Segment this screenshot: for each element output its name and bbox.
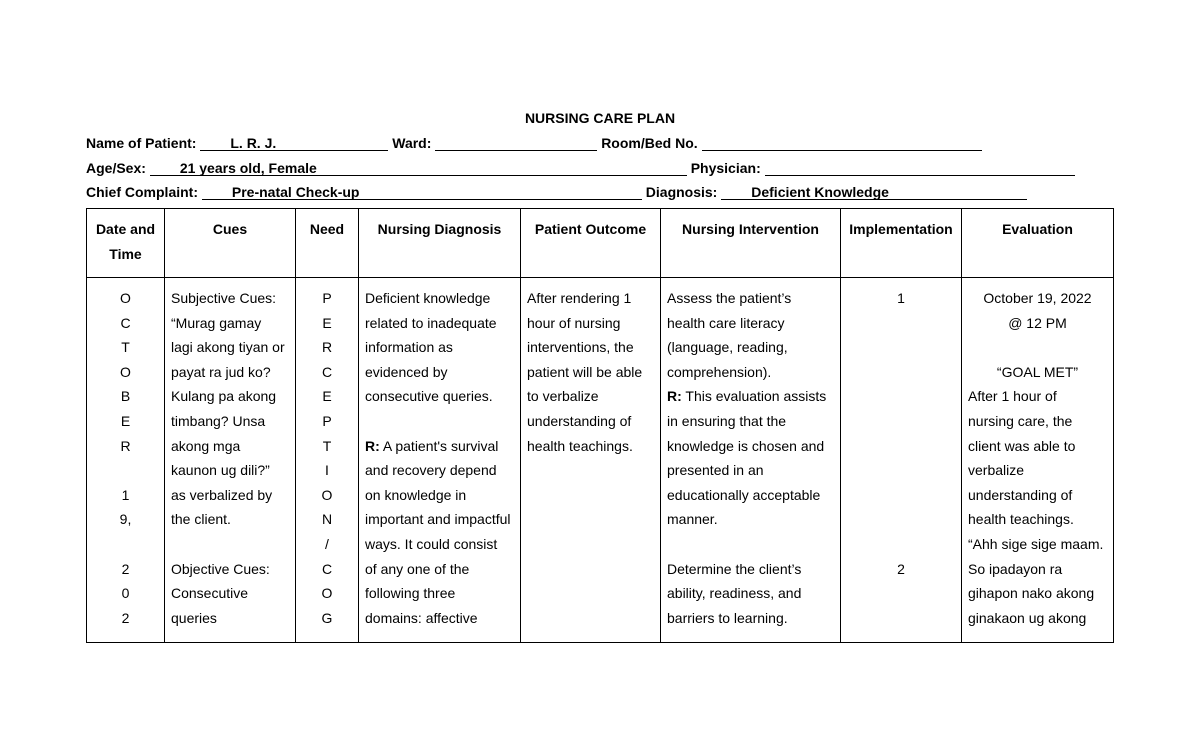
need-line: I — [325, 462, 329, 479]
complaint-label: Chief Complaint: — [86, 184, 198, 200]
diagnosis-line: evidenced by — [365, 363, 448, 380]
table-row — [87, 278, 1114, 643]
evaluation-line: After 1 hour of — [968, 388, 1057, 405]
spacer — [847, 532, 955, 557]
diagnosis-line: of any one of the — [365, 560, 470, 577]
complaint-field — [202, 184, 642, 200]
diagnosis-line: ways. It could consist — [365, 535, 498, 552]
diagnosis-line: information as — [365, 339, 453, 356]
intervention-line: (language, reading, — [667, 339, 788, 356]
cue-line: queries — [171, 609, 217, 626]
date-line: C — [120, 314, 131, 331]
name-field — [200, 135, 388, 151]
room-field — [702, 135, 982, 151]
col-header-implementation: Implementation — [841, 209, 962, 278]
complaint-value: Pre-natal Check-up — [231, 184, 360, 200]
need-line: P — [322, 290, 332, 306]
intervention-line: in ensuring that the — [667, 412, 787, 429]
spacer — [847, 507, 955, 532]
date-line — [93, 532, 158, 557]
rationale-label: R: — [667, 388, 682, 405]
evaluation-cell — [962, 278, 1114, 643]
spacer — [847, 311, 955, 336]
diagnosis-line: consecutive queries. — [365, 388, 493, 405]
need-line: R — [321, 339, 333, 356]
implementation-cell — [841, 278, 962, 643]
date-line: O — [120, 363, 131, 380]
outcome-line: health teachings. — [527, 437, 633, 454]
date-line: 9, — [119, 511, 132, 528]
table-header-row — [87, 209, 1114, 278]
care-plan-table — [86, 208, 1114, 643]
spacer — [847, 360, 955, 385]
intervention-line: presented in an — [667, 462, 764, 479]
cue-line: timbang? Unsa — [171, 412, 266, 429]
diagnosis-line: related to inadequate — [365, 314, 497, 331]
date-line: B — [120, 388, 131, 405]
diagnosis-line: important and impactful — [365, 511, 511, 528]
intervention-line: comprehension). — [667, 363, 772, 380]
spacer — [847, 483, 955, 508]
need-line: / — [325, 535, 329, 552]
date-line — [93, 458, 158, 483]
implementation-number: 1 — [897, 290, 905, 306]
rationale-text: A patient's survival — [379, 437, 499, 454]
patient-info-row — [86, 135, 982, 151]
cue-line: Consecutive — [171, 585, 249, 602]
need-line: E — [322, 314, 332, 331]
outcome-line: interventions, the — [527, 339, 634, 356]
outcome-line: to verbalize — [527, 388, 599, 405]
intervention-line: health care literacy — [667, 314, 785, 331]
diagnosis-line: following three — [365, 585, 456, 602]
spacer — [847, 335, 955, 360]
diagnosis-line: Deficient knowledge — [365, 290, 491, 306]
date-line: R — [120, 437, 131, 454]
rationale-label: R: — [365, 437, 380, 454]
diagnosis-line: and recovery depend — [365, 462, 497, 479]
evaluation-line: @ 12 PM — [1008, 314, 1067, 331]
outcome-line: After rendering 1 — [527, 290, 632, 306]
intervention-line: knowledge is chosen and — [667, 437, 825, 454]
cue-line: as verbalized by — [171, 486, 273, 503]
need-line: C — [321, 363, 333, 380]
intervention-line: manner. — [667, 511, 718, 528]
need-line: G — [321, 609, 333, 626]
diagnosis-line — [365, 409, 514, 434]
evaluation-line: client was able to — [968, 437, 1076, 454]
col-header-diagnosis: Nursing Diagnosis — [359, 209, 521, 278]
evaluation-line — [968, 335, 1107, 360]
evaluation-line: October 19, 2022 — [983, 290, 1092, 306]
date-line: 2 — [121, 560, 130, 577]
ward-field — [435, 135, 597, 151]
need-cell — [296, 278, 359, 643]
col-header-need: Need — [296, 209, 359, 278]
cues-cell — [165, 278, 296, 643]
diagnosis-line: domains: affective — [365, 609, 478, 626]
evaluation-line: So ipadayon ra — [968, 560, 1063, 577]
date-line: 2 — [121, 609, 130, 626]
evaluation-line: “GOAL MET” — [996, 363, 1079, 380]
intervention-line: barriers to learning. — [667, 609, 788, 626]
need-line: O — [321, 585, 333, 602]
cue-line — [171, 532, 289, 557]
evaluation-line: “Ahh sige sige maam. — [968, 535, 1104, 552]
evaluation-line: nursing care, the — [968, 412, 1073, 429]
need-line: N — [321, 511, 333, 528]
evaluation-line: ginakaon ug akong — [968, 609, 1087, 626]
need-line: E — [322, 388, 332, 405]
need-line: P — [322, 412, 332, 429]
room-label: Room/Bed No. — [601, 135, 698, 151]
evaluation-line: gihapon nako akong — [968, 585, 1095, 602]
physician-field — [765, 160, 1075, 176]
diagnosis-cell — [359, 278, 521, 643]
spacer — [847, 434, 955, 459]
date-line: 1 — [121, 486, 130, 503]
age-field — [150, 160, 687, 176]
intervention-line — [667, 532, 834, 557]
col-header-outcome: Patient Outcome — [521, 209, 661, 278]
intervention-line: ability, readiness, and — [667, 585, 802, 602]
implementation-number: 2 — [897, 560, 905, 577]
intervention-rationale-line — [667, 384, 834, 409]
date-line: E — [120, 412, 131, 429]
intervention-cell — [661, 278, 841, 643]
diagnosis-label: Diagnosis: — [645, 184, 718, 200]
outcome-cell — [521, 278, 661, 643]
outcome-line: hour of nursing — [527, 314, 621, 331]
col-header-evaluation: Evaluation — [962, 209, 1114, 278]
intervention-line: Determine the client’s — [667, 560, 802, 577]
physician-label: Physician: — [690, 160, 761, 176]
intervention-line: educationally acceptable — [667, 486, 821, 503]
date-line: 0 — [121, 585, 130, 602]
rationale-text: This evaluation assists — [681, 388, 827, 405]
outcome-line: understanding of — [527, 412, 632, 429]
cue-line: Objective Cues: — [171, 560, 270, 577]
evaluation-line: health teachings. — [968, 511, 1074, 528]
cue-line: akong mga — [171, 437, 241, 454]
complaint-diagnosis-row — [86, 184, 1027, 200]
ward-value — [435, 135, 465, 151]
date-cell — [87, 278, 165, 643]
cue-line: “Murag gamay — [171, 314, 262, 331]
name-value: L. R. J. — [230, 135, 277, 151]
diagnosis-line: on knowledge in — [365, 486, 467, 503]
physician-value — [765, 160, 795, 176]
diagnosis-field — [721, 184, 1027, 200]
cue-line: kaunon ug dili?” — [171, 462, 270, 479]
room-value — [702, 135, 732, 151]
date-line: T — [121, 339, 130, 356]
col-header-date: Date and Time — [87, 209, 165, 278]
age-value: 21 years old, Female — [179, 160, 317, 176]
need-line: C — [321, 560, 333, 577]
diagnosis-value: Deficient Knowledge — [751, 184, 889, 200]
cue-line: Subjective Cues: — [171, 290, 277, 306]
name-label: Name of Patient: — [86, 135, 197, 151]
outcome-line: patient will be able — [527, 363, 643, 380]
page-title: NURSING CARE PLAN — [524, 110, 676, 126]
cue-line: the client. — [171, 511, 231, 528]
col-header-intervention: Nursing Intervention — [661, 209, 841, 278]
intervention-line: Assess the patient’s — [667, 290, 792, 306]
evaluation-line: verbalize — [968, 462, 1025, 479]
date-line: O — [120, 290, 131, 306]
age-physician-row — [86, 160, 1075, 176]
evaluation-line: understanding of — [968, 486, 1073, 503]
need-line: O — [321, 486, 333, 503]
diagnosis-rationale-line — [365, 434, 514, 459]
ward-label: Ward: — [392, 135, 432, 151]
spacer — [847, 384, 955, 409]
age-label: Age/Sex: — [86, 160, 146, 176]
need-line: T — [322, 437, 332, 454]
cue-line: Kulang pa akong — [171, 388, 277, 405]
col-header-cues: Cues — [165, 209, 296, 278]
spacer — [847, 458, 955, 483]
cue-line: lagi akong tiyan or — [171, 339, 285, 356]
spacer — [847, 409, 955, 434]
cue-line: payat ra jud ko? — [171, 363, 271, 380]
